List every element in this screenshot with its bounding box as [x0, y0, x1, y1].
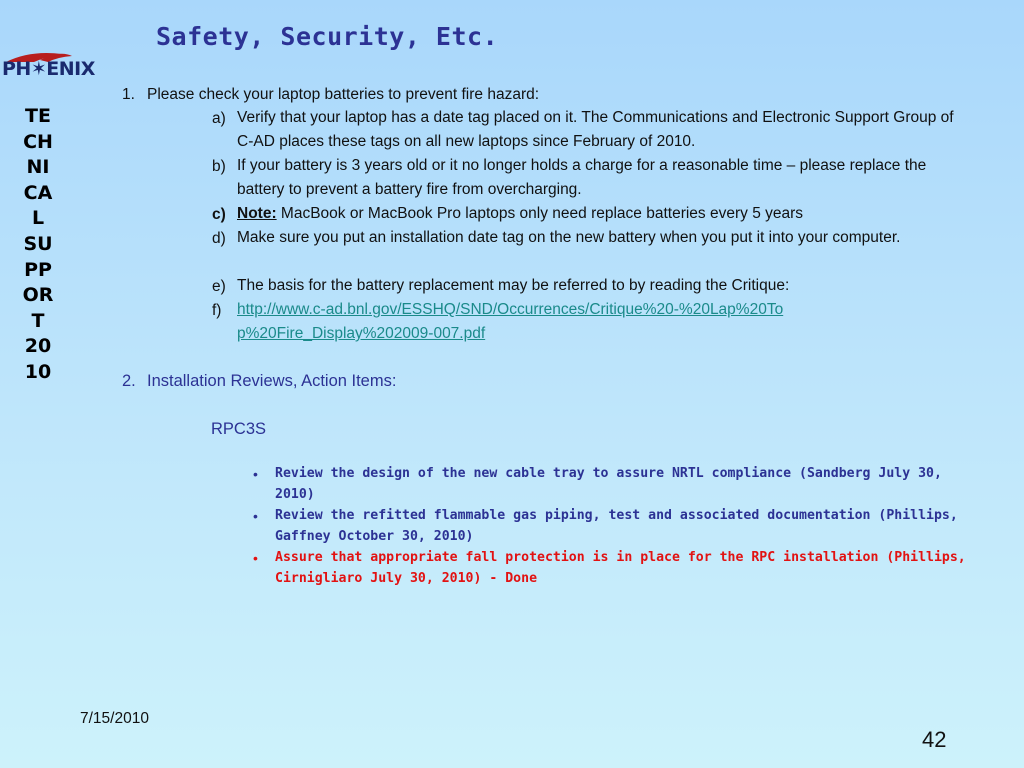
item-d-label: d): [212, 230, 226, 247]
page-number: 42: [922, 727, 947, 752]
logo-text: PH✶ENIX: [2, 58, 95, 80]
critique-link[interactable]: http://www.c-ad.bnl.gov/ESSHQ/SND/Occurrences/Critique%20-%20Lap%20Top%20Fire_Display%202009-007.pdf: [237, 301, 784, 342]
section1-heading: Please check your laptop batteries to prevent fire hazard:: [147, 86, 540, 103]
item-e-label: e): [212, 278, 226, 295]
bullet-icon: •: [253, 508, 258, 524]
footer-date: 7/15/2010: [80, 710, 149, 727]
item-a-text: Verify that your laptop has a date tag placed on it. The Communications and Electronic Support Group of C-AD places these tags on all new laptops since February of 2010.: [237, 109, 954, 150]
section2-subheading: RPC3S: [211, 420, 267, 438]
item-c-body: MacBook or MacBook Pro laptops only need replace batteries every 5 years: [276, 205, 804, 222]
bullet-icon: •: [253, 466, 258, 482]
bullet-icon: •: [253, 550, 258, 566]
action-items-list: [253, 464, 983, 590]
phoenix-logo: [0, 48, 100, 88]
note-label: Note:: [237, 205, 277, 222]
item-e-text: The basis for the battery replacement may be referred to by reading the Critique:: [237, 277, 790, 294]
list-item: [253, 464, 983, 505]
page-title: Safety, Security, Etc.: [156, 22, 499, 51]
item-c-text: [237, 202, 967, 226]
list-item: [253, 506, 983, 547]
item-b-text: If your battery is 3 years old or it no longer holds a charge for a reasonable time – please replace the battery to prevent a battery fire from overcharging.: [237, 157, 927, 198]
list-item: [253, 548, 983, 589]
item-b-label: b): [212, 158, 226, 175]
section2-heading: Installation Reviews, Action Items:: [147, 372, 397, 390]
sidebar-vertical-text: TECHNICAL SUPPORT 2010: [22, 105, 54, 383]
item-f-label: f): [212, 302, 222, 319]
action-item-text: Review the refitted flammable gas piping, test and associated documentation (Phillips, Gaffney October 30, 2010): [275, 508, 958, 544]
action-item-text: Review the design of the new cable tray to assure NRTL compliance (Sandberg July 30, 2010): [275, 466, 942, 502]
action-item-text: Assure that appropriate fall protection is in place for the RPC installation (Phillips, Cirnigliaro July 30, 2010) - Done: [275, 550, 966, 586]
critique-link-wrap: [237, 298, 797, 346]
item-a-label: a): [212, 110, 226, 127]
section1-number: 1.: [122, 86, 135, 103]
item-c-label: c): [212, 206, 226, 223]
item-d-text: Make sure you put an installation date tag on the new battery when you put it into your computer.: [237, 229, 901, 246]
section2-number: 2.: [122, 372, 136, 390]
